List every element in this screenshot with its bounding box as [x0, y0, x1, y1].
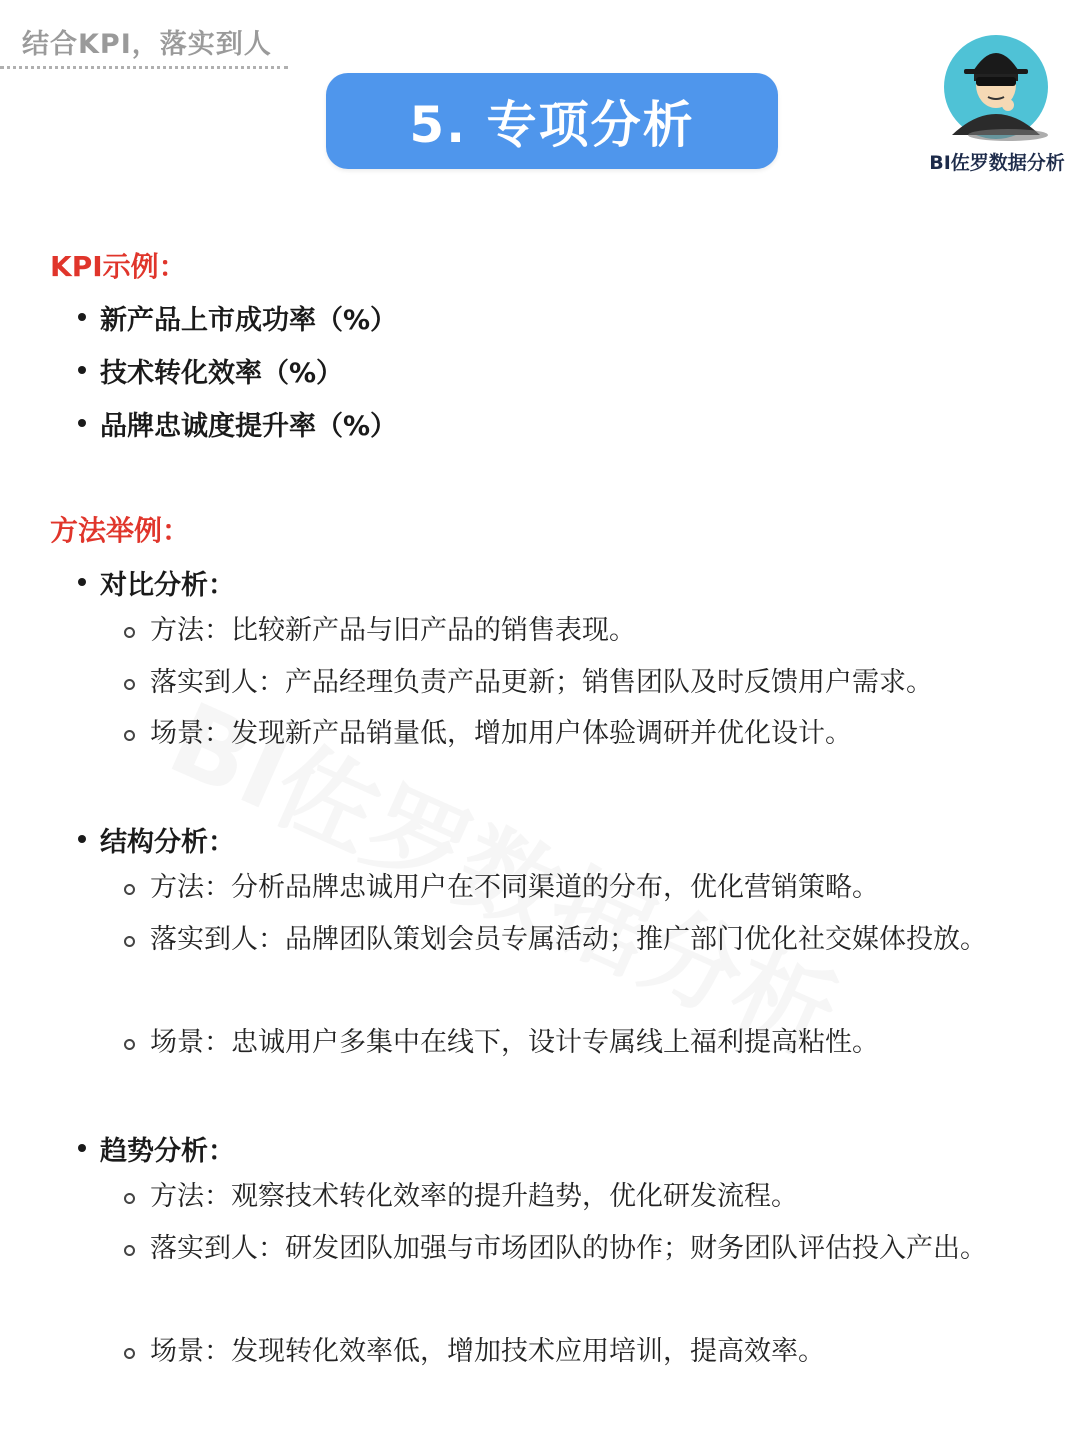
method-group-title: 对比分析： — [100, 563, 235, 602]
method-item: 方法：观察技术转化效率的提升趋势，优化研发流程。 — [150, 1171, 995, 1223]
method-item: 落实到人：产品经理负责产品更新；销售团队及时反馈用户需求。 — [150, 657, 995, 709]
method-heading: 方法举例： — [50, 514, 191, 547]
method-item: 方法：分析品牌忠诚用户在不同渠道的分布，优化营销策略。 — [150, 862, 995, 914]
title-banner — [326, 73, 778, 169]
kpi-item: 新产品上市成功率（%） — [100, 298, 397, 337]
page-title: 5. 专项分析 — [409, 96, 695, 154]
kpi-item: 技术转化效率（%） — [100, 351, 343, 390]
avatar-icon — [938, 35, 1056, 147]
dotted-divider — [0, 66, 288, 69]
method-item: 场景：发现转化效率低，增加技术应用培训，提高效率。 — [150, 1326, 995, 1378]
method-group-title: 趋势分析： — [100, 1129, 235, 1168]
method-item: 场景：发现新产品销量低，增加用户体验调研并优化设计。 — [150, 708, 995, 760]
method-item: 落实到人：品牌团队策划会员专属活动；推广部门优化社交媒体投放。 — [150, 914, 995, 966]
logo-caption: BI佐罗数据分析 — [929, 152, 1065, 174]
method-group-title: 结构分析： — [100, 820, 235, 859]
kpi-heading: KPI示例： — [50, 250, 187, 283]
kpi-item: 品牌忠诚度提升率（%） — [100, 404, 397, 443]
header-tag: 结合KPI，落实到人 — [22, 29, 272, 60]
method-item: 方法：比较新产品与旧产品的销售表现。 — [150, 605, 995, 657]
method-item: 落实到人：研发团队加强与市场团队的协作；财务团队评估投入产出。 — [150, 1223, 995, 1275]
brand-logo — [922, 35, 1072, 180]
method-item: 场景：忠诚用户多集中在线下，设计专属线上福利提高粘性。 — [150, 1017, 995, 1069]
